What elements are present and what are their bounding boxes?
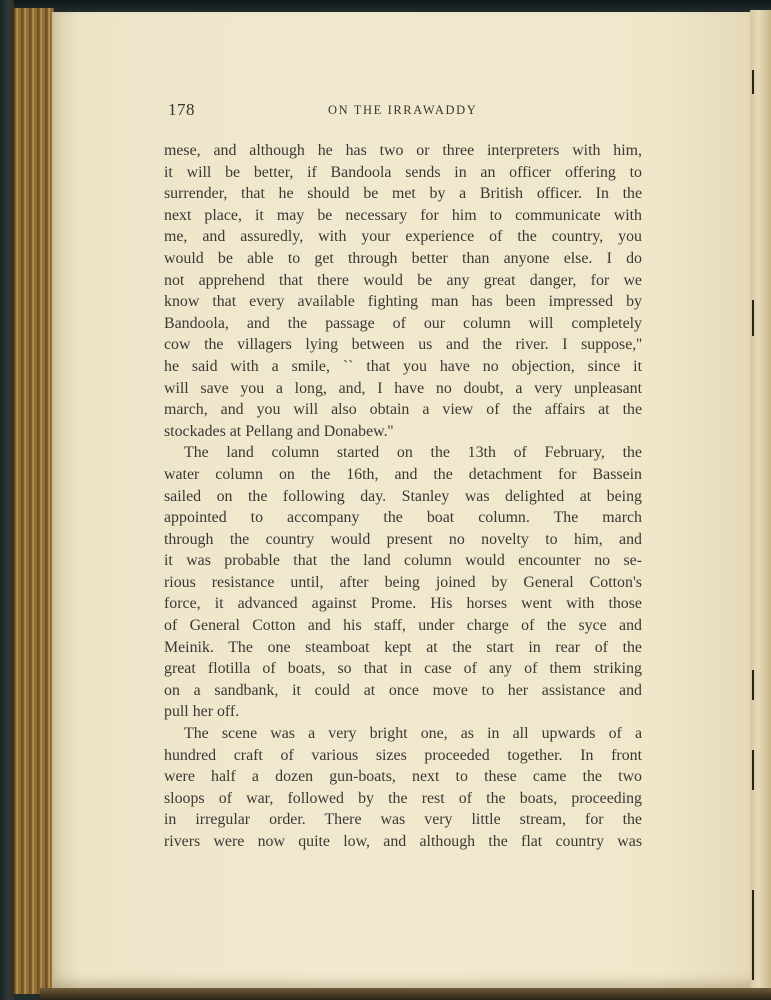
edge-mark: [752, 890, 754, 980]
text-line: hundred craft of various sizes proceeded together. In front: [164, 746, 642, 764]
edge-mark: [752, 750, 754, 790]
page-number: 178: [168, 100, 195, 119]
text-line: know that every available fighting man has been impressed by: [164, 293, 642, 311]
text-line: The scene was a very bright one, as in all upwards of a: [184, 725, 642, 743]
text-line: mese, and although he has two or three interpreters with him,: [164, 142, 642, 159]
book-bottom-edge: [40, 988, 771, 1000]
text-line: sailed on the following day. Stanley was delighted at being: [164, 487, 642, 505]
text-line: me, and assuredly, with your experience of the country, you: [164, 228, 642, 246]
text-line: of General Cotton and his staff, under charge of the syce and: [164, 617, 642, 635]
running-head: ON THE IRRAWADDY: [328, 103, 478, 117]
text-line: not apprehend that there would be any great danger, for we: [164, 271, 642, 289]
book-spine: [0, 0, 14, 1000]
text-line: will save you a long, and, I have no doubt, a very unpleasant: [164, 379, 642, 397]
edge-mark: [752, 670, 754, 700]
text-line: Meinik. The one steamboat kept at the start in rear of the: [164, 638, 642, 656]
text-line: force, it advanced against Prome. His horses went with those: [164, 595, 642, 613]
text-line: were half a dozen gun-boats, next to these came the two: [164, 768, 642, 786]
edge-mark: [752, 300, 754, 336]
text-line: cow the villagers lying between us and the river. I suppose,'': [164, 336, 642, 354]
text-line: great flotilla of boats, so that in case of any of them striking: [164, 660, 642, 678]
text-line: on a sandbank, it could at once move to her assistance and: [164, 681, 642, 699]
edge-mark: [752, 70, 754, 94]
text-line: through the country would present no novelty to him, and: [164, 530, 642, 548]
text-line: march, and you will also obtain a view of the affairs at the: [164, 401, 642, 419]
text-line: water column on the 16th, and the detachment for Bassein: [164, 465, 642, 483]
text-line: sloops of war, followed by the rest of the boats, proceeding: [164, 789, 642, 807]
page-header: [168, 100, 640, 124]
text-line: in irregular order. There was very little stream, for the: [164, 811, 642, 829]
text-line: it will be better, if Bandoola sends in an officer offering to: [164, 163, 642, 181]
text-line: stockades at Pellang and Donabew.'': [164, 422, 394, 440]
page-fore-edge: [750, 10, 771, 992]
text-line: it was probable that the land column would encounter no se-: [164, 552, 642, 570]
text-line: appointed to accompany the boat column. The march: [164, 509, 642, 527]
text-line: would be able to get through better than anyone else. I do: [164, 249, 642, 267]
page-edges: [14, 8, 54, 994]
text-line: The land column started on the 13th of February, the: [184, 444, 642, 462]
text-line: rivers were now quite low, and although the flat country was: [164, 833, 642, 850]
text-line: Bandoola, and the passage of our column will completely: [164, 314, 642, 332]
text-line: he said with a smile, `` that you have no objection, since it: [164, 357, 642, 375]
text-line: rious resistance until, after being joined by General Cotton's: [164, 573, 642, 591]
text-line: next place, it may be necessary for him to communicate with: [164, 206, 642, 224]
text-line: pull her off.: [164, 703, 240, 721]
text-line: surrender, that he should be met by a British officer. In the: [164, 185, 642, 203]
body-text: [164, 140, 642, 853]
